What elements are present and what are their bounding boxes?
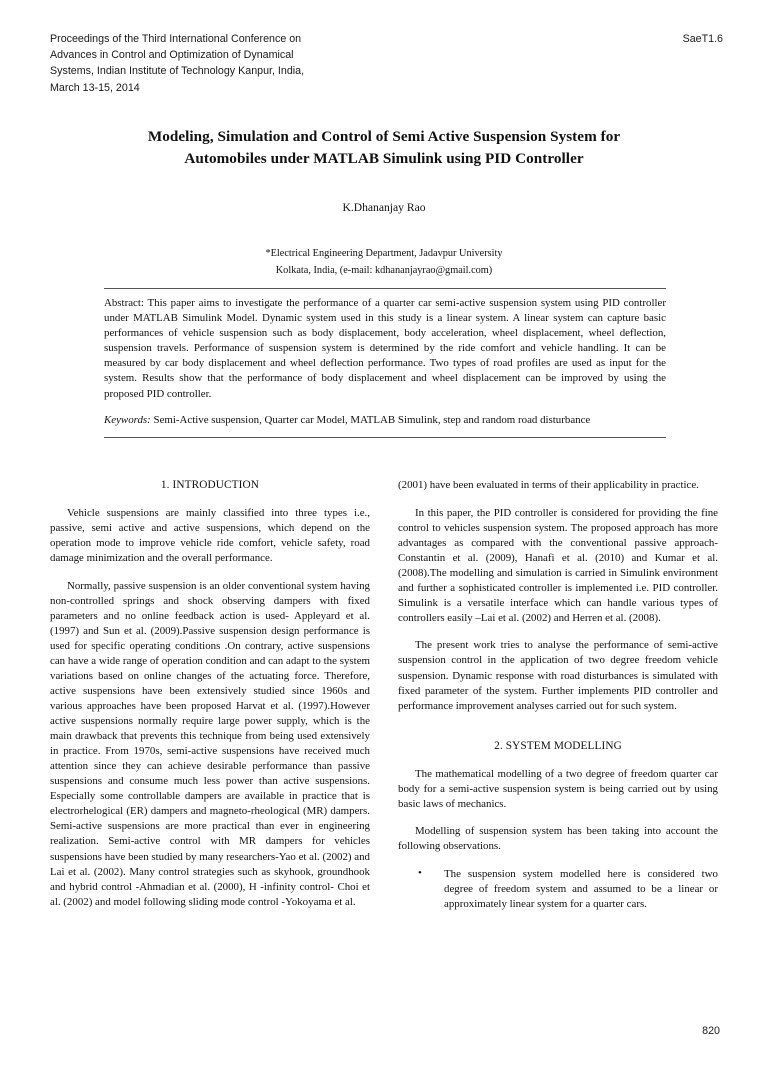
body-columns — [50, 478, 718, 1008]
left-column — [50, 478, 370, 1008]
paper-code: SaeT1.6 — [682, 33, 723, 45]
abstract-text: Abstract: This paper aims to investigate the performance of a quarter car semi-active suspension system using PID controller under MATLAB Simulink Model. Dynamic system used in this study is a linear system. A linear system can capture basic performances of vehicle suspension such as body displacement, body acceleration, wheel displacement, wheel deflection, suspension travels. Performance of suspension system is determined by the ride comfort and vehicle handling. It can be measured by car body displacement and wheel deflection performance. Two types of road profiles are used as input for the system. Results show that the performance of body displacement and wheel displacement can be improved by using the proposed PID controller. — [104, 297, 666, 400]
page-title — [78, 126, 690, 170]
observations-list — [398, 867, 718, 912]
paragraph-pid-controller: In this paper, the PID controller is considered for providing the fine control to vehicles suspension system. The proposed approach has more advantages as compared with the conventional passive approach- Constantin et al. (2009), Hanafi et al. (2010) and Kumar et al. (2008).The modelling and simulation is carried in Simulink environment and further a sophisticated controller is implemented i.e. PID controller. Simulink is a versatile interface which can handle various types of controllers easily –Lai et al. (2002) and Herren et al. (2008). — [398, 506, 718, 624]
paragraph-intro-1: Vehicle suspensions are mainly classified into three types i.e., passive, semi active and active suspensions, which depend on the operation mode to improve vehicle ride comfort, vehicle safety, road damage minimization and the overall performance. — [50, 507, 370, 565]
paper-title-line-1: Modeling, Simulation and Control of Semi Active Suspension System for — [147, 128, 621, 145]
affiliation-block — [78, 246, 690, 279]
conference-line-4: March 13-15, 2014 — [50, 81, 140, 94]
list-item-text: The suspension system modelled here is considered two degree of freedom system and assumed to be a linear or approximately linear system for a quarter cars. — [444, 867, 718, 910]
paragraph-math-modelling: The mathematical modelling of a two degree of freedom quarter car body for a semi-active suspension system is being carried out by using basic laws of mechanics. — [398, 767, 718, 810]
paragraph-observations: Modelling of suspension system has been taking into account the following observations. — [398, 825, 718, 853]
title-block — [78, 126, 690, 279]
paragraph-intro-2: Normally, passive suspension is an older conventional system having non-controlled springs and shock observing dampers with fixed parameters and no online feedback action is used- Appleyard et al. (1997) and Sun et al. (2009).Passive suspension design performance is used for specific operating conditions .On contrary, active suspensions can have a wide range of operation condition and can adapt to the system variations based on online changes of the actuating force. Therefore, active suspensions have been extensively studied since 1960s and various approaches have been proposed Harvat et al. (1997).However active suspensions normally require large power supply, which is the main drawback that prevents this technique from being used extensively in practice. From 1970s, semi-active suspensions have received much attention since they can achieve desirable performance than passive suspensions and consume much less power than active suspensions. Especially some controllable dampers are available in practice that is electrorhelogical (ER) dampers and magneto-rheological (MR) dampers. Semi-active suspensions are more practical than ever in engineering realization. Semi-active control with MR dampers for vehicles suspensions have been studied by many researchers-Yao et al. (2002) and Lai et al. (2002). Many control strategies such as skyhook, groundhook and hybrid control -Ahmadian et al. (2000), H -infinity control- Choi et al. (2002) and model following sliding mode control -Yokoyama et al. — [50, 579, 370, 908]
paragraph-continuation: (2001) have been evaluated in terms of their applicability in practice. — [398, 479, 699, 491]
page-number: 820 — [702, 1025, 720, 1037]
conference-line-2: Advances in Control and Optimization of Dynamical — [50, 49, 294, 62]
section-heading-system-modelling: 2. SYSTEM MODELLING — [494, 739, 622, 752]
running-header — [50, 31, 723, 96]
keywords-label: Keywords: — [104, 413, 151, 426]
keywords-text: Semi-Active suspension, Quarter car Model, MATLAB Simulink, step and random road disturbance — [150, 413, 591, 426]
list-item — [398, 867, 718, 912]
bullet-icon: • — [418, 867, 422, 880]
right-column — [398, 478, 718, 1008]
abstract-section — [104, 288, 666, 438]
affiliation-contact: Kolkata, India, (e-mail: kdhananjayrao@gmail.com) — [275, 264, 493, 276]
section-heading-introduction: 1. INTRODUCTION — [160, 479, 260, 491]
abstract-bottom-rule — [104, 437, 666, 438]
author-name: K.Dhananjay Rao — [342, 201, 426, 214]
conference-info — [50, 31, 450, 96]
paper-title-line-2: Automobiles under MATLAB Simulink using PID Controller — [184, 150, 584, 167]
affiliation-department: *Electrical Engineering Department, Jadavpur University — [265, 248, 503, 259]
keywords — [104, 413, 666, 428]
conference-line-3: Systems, Indian Institute of Technology Kanpur, India, — [50, 65, 305, 78]
abstract-body — [104, 289, 666, 437]
conference-line-1: Proceedings of the Third International Conference on — [50, 33, 302, 45]
paragraph-present-work: The present work tries to analyse the performance of semi-active suspension control in the application of two degree freedom vehicle suspension. Dynamic response with road disturbances is simulated with fixed parameter of the system. Further implements PID controller and performance improvement analyses carried out for such system. — [398, 639, 718, 712]
